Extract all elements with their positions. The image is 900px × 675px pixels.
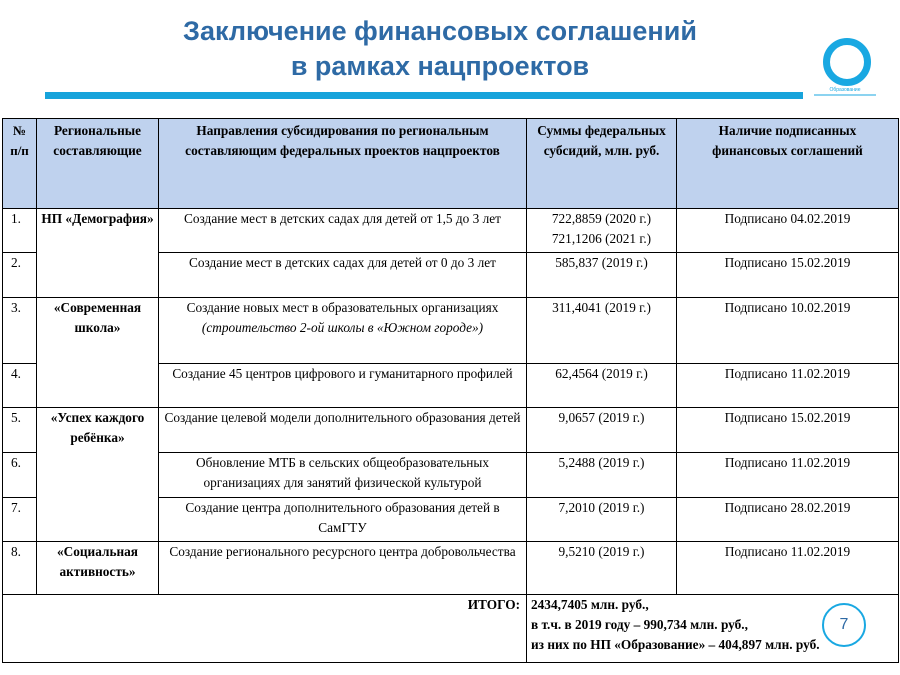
- row-direction: Создание мест в детских садах для детей от 0 до 3 лет: [159, 253, 527, 298]
- page-number-badge: 7: [822, 603, 866, 647]
- row-num: 3.: [3, 298, 37, 364]
- row-direction: [159, 298, 527, 364]
- table-row: [3, 408, 899, 453]
- table-row: [3, 209, 899, 253]
- row-sum: 5,2488 (2019 г.): [527, 453, 677, 498]
- ring-logo-icon: [814, 38, 876, 100]
- row-status: Подписано 15.02.2019: [677, 408, 899, 453]
- header-num: № п/п: [3, 119, 37, 209]
- row-num: 6.: [3, 453, 37, 498]
- row-status: Подписано 04.02.2019: [677, 209, 899, 253]
- row-direction-note: (строительство 2-ой школы в «Южном городе»): [201, 320, 484, 335]
- header-regional: Региональные составляющие: [37, 119, 159, 209]
- row-num: 5.: [3, 408, 37, 453]
- row-status: Подписано 28.02.2019: [677, 498, 899, 542]
- row-direction: Создание 45 центров цифрового и гуманитарного профилей: [159, 364, 527, 408]
- header-direction: Направления субсидирования по региональным составляющим федеральных проектов нацпроектов: [159, 119, 527, 209]
- row-num: 2.: [3, 253, 37, 298]
- row-sum: 7,2010 (2019 г.): [527, 498, 677, 542]
- row-status: Подписано 10.02.2019: [677, 298, 899, 364]
- row-sum: 62,4564 (2019 г.): [527, 364, 677, 408]
- row-direction-main: Создание новых мест в образовательных организациях: [186, 300, 499, 315]
- row-sum: [527, 209, 677, 253]
- group-name: «Современная школа»: [37, 298, 159, 408]
- row-status: Подписано 11.02.2019: [677, 453, 899, 498]
- row-status: Подписано 15.02.2019: [677, 253, 899, 298]
- row-num: 8.: [3, 542, 37, 595]
- row-direction: Создание центра дополнительного образования детей в СамГТУ: [159, 498, 527, 542]
- row-sum: 311,4041 (2019 г.): [527, 298, 677, 364]
- header-sum: Суммы федеральных субсидий, млн. руб.: [527, 119, 677, 209]
- row-status: Подписано 11.02.2019: [677, 364, 899, 408]
- total-line-2: в т.ч. в 2019 году – 990,734 млн. руб.,: [531, 617, 748, 632]
- table-row: [3, 298, 899, 364]
- row-direction: Обновление МТБ в сельских общеобразовательных организациях для занятий физической культурой: [159, 453, 527, 498]
- table-row: [3, 542, 899, 595]
- total-line-3: из них по НП «Образование» – 404,897 млн. руб.: [531, 637, 820, 652]
- row-sum: 585,837 (2019 г.): [527, 253, 677, 298]
- logo-subline: [814, 94, 876, 96]
- title-line-2: в рамках нацпроектов: [290, 51, 590, 81]
- header-status: Наличие подписанных финансовых соглашений: [677, 119, 899, 209]
- logo-ring: [823, 38, 871, 86]
- page-title: [60, 14, 820, 84]
- total-label: ИТОГО:: [3, 595, 527, 663]
- group-name: НП «Демография»: [37, 209, 159, 298]
- row-sum: 9,0657 (2019 г.): [527, 408, 677, 453]
- logo-text: Образование: [829, 87, 861, 93]
- row-num: 1.: [3, 209, 37, 253]
- row-sum-line-2: 721,1206 (2021 г.): [551, 231, 652, 246]
- row-sum: 9,5210 (2019 г.): [527, 542, 677, 595]
- total-line-1: 2434,7405 млн. руб.,: [531, 597, 649, 612]
- title-line-1: Заключение финансовых соглашений: [183, 16, 697, 46]
- row-sum-line-1: 722,8859 (2020 г.): [551, 211, 652, 226]
- row-direction: Создание регионального ресурсного центра добровольчества: [159, 542, 527, 595]
- group-name: «Социальная активность»: [37, 542, 159, 595]
- group-name: «Успех каждого ребёнка»: [37, 408, 159, 542]
- agreements-table: [2, 118, 899, 663]
- row-direction: Создание целевой модели дополнительного образования детей: [159, 408, 527, 453]
- title-underline: [45, 92, 803, 99]
- row-status: Подписано 11.02.2019: [677, 542, 899, 595]
- row-num: 7.: [3, 498, 37, 542]
- row-num: 4.: [3, 364, 37, 408]
- row-direction: Создание мест в детских садах для детей от 1,5 до 3 лет: [159, 209, 527, 253]
- total-row: [3, 595, 899, 663]
- table-header-row: [3, 119, 899, 209]
